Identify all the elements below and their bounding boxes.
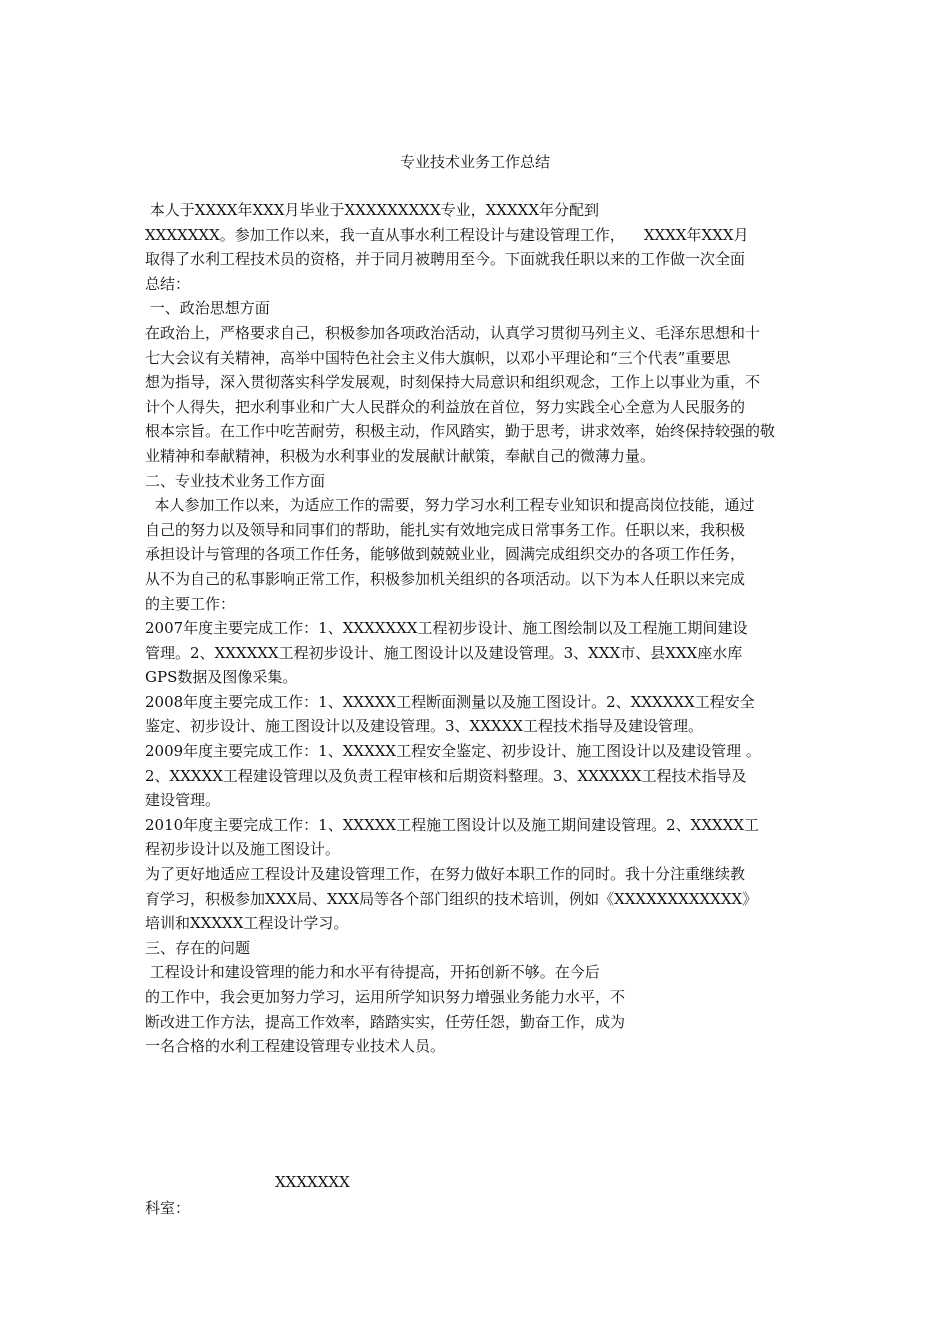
body-line: XXXXXXX。参加工作以来，我一直从事水利工程设计与建设管理工作， XXXX年XXX月 <box>145 225 749 244</box>
body-line: 2007年度主要完成工作：1、XXXXXXX工程初步设计、施工图绘制以及工程施工期间建设 <box>145 619 748 638</box>
body-line: GPS数据及图像采集。 <box>145 668 298 687</box>
body-line: 一、政治思想方面 <box>145 299 270 318</box>
body-line: 工程设计和建设管理的能力和水平有待提高，开拓创新不够。在今后 <box>145 963 600 982</box>
body-line: 取得了水利工程技术员的资格，并于同月被聘用至今。下面就我任职以来的工作做一次全面 <box>145 250 746 269</box>
signature-name: XXXXXXX <box>275 1173 350 1191</box>
body-line: 本人参加工作以来，为适应工作的需要，努力学习水利工程专业知识和提高岗位技能，通过 <box>145 496 755 515</box>
body-line: 承担设计与管理的各项工作任务，能够做到兢兢业业，圆满完成组织交办的各项工作任务， <box>145 545 746 564</box>
body-line: 2010年度主要完成工作：1、XXXXX工程施工图设计以及施工期间建设管理。2、XXXXX工 <box>145 815 760 834</box>
body-line: 二、专业技术业务工作方面 <box>145 471 326 490</box>
body-line: 根本宗旨。在工作中吃苦耐劳，积极主动，作风踏实，勤于思考，讲求效率，始终保持较强的敬 <box>145 422 776 441</box>
body-line: 在政治上，严格要求自己，积极参加各项政治活动，认真学习贯彻马列主义、毛泽东思想和十 <box>145 323 761 342</box>
body-line: 的主要工作： <box>145 594 236 613</box>
body-line: 本人于XXXX年XXX月毕业于XXXXXXXXX专业，XXXXX年分配到 <box>145 201 600 219</box>
body-line: 计个人得失，把水利事业和广大人民群众的利益放在首位，努力实践全心全意为人民服务的 <box>145 397 746 416</box>
body-line: 2、XXXXX工程建设管理以及负责工程审核和后期资料整理。3、XXXXXX工程技术指导及 <box>145 766 747 785</box>
body-line: 七大会议有关精神，高举中国特色社会主义伟大旗帜，以邓小平理论和“三个代表”重要思 <box>145 348 731 367</box>
body-line: 业精神和奉献精神，积极为水利事业的发展献计献策，奉献自己的微薄力量。 <box>145 446 656 465</box>
body-line: 2009年度主要完成工作：1、XXXXX工程安全鉴定、初步设计、施工图设计以及建设管理 。 <box>145 742 761 761</box>
document-title: 专业技术业务工作总结 <box>399 153 550 171</box>
body-line: 自己的努力以及领导和同事们的帮助，能扎实有效地完成日常事务工作。任职以来，我积极 <box>145 520 746 539</box>
body-line: 总结： <box>145 274 191 293</box>
body-line: 一名合格的水利工程建设管理专业技术人员。 <box>145 1037 446 1056</box>
body-line: 程初步设计以及施工图设计。 <box>145 840 341 859</box>
body-line: 培训和XXXXX工程设计学习。 <box>145 914 349 933</box>
body-line: 育学习，积极参加XXX局、XXX局等各个部门组织的技术培训，例如《XXXXXXXXXXXX》 <box>145 889 758 908</box>
body-line: 从不为自己的私事影响正常工作，积极参加机关组织的各项活动。以下为本人任职以来完成 <box>145 569 746 588</box>
body-line: 的工作中，我会更加努力学习，运用所学知识努力增强业务能力水平，不 <box>145 988 626 1006</box>
body-line: 断改进工作方法，提高工作效率，踏踏实实，任劳任怨，勤奋工作，成为 <box>145 1012 626 1031</box>
body-line: 想为指导，深入贯彻落实科学发展观，时刻保持大局意识和组织观念，工作上以事业为重，不 <box>145 373 761 392</box>
document-body <box>145 198 815 1059</box>
signature-department: 科室： <box>145 1199 191 1217</box>
body-line: 建设管理。 <box>145 791 221 810</box>
body-line: 为了更好地适应工程设计及建设管理工作，在努力做好本职工作的同时。我十分注重继续教 <box>145 865 746 884</box>
body-line: 鉴定、初步设计、施工图设计以及建设管理。3、XXXXX工程技术指导及建设管理。 <box>145 717 703 736</box>
body-line: 2008年度主要完成工作：1、XXXXX工程断面测量以及施工图设计。2、XXXXXX工程安全 <box>145 692 755 711</box>
body-line: 三、存在的问题 <box>145 938 251 957</box>
body-line: 管理。2、XXXXXX工程初步设计、施工图设计以及建设管理。3、XXX市、县XXX座水库 <box>145 643 743 662</box>
